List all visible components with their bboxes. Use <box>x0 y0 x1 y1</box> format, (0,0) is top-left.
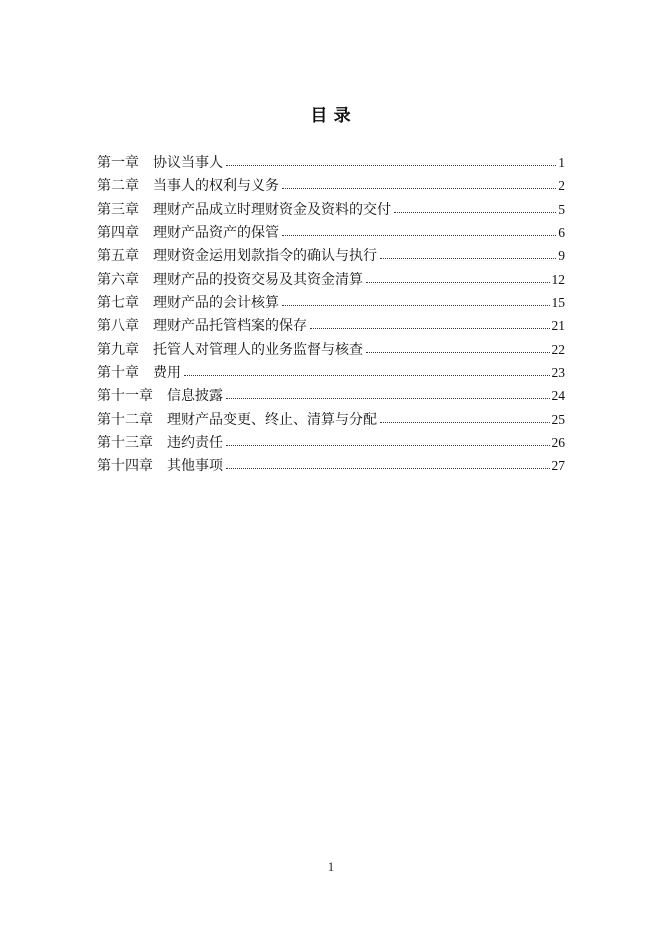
toc-entry-page-number: 2 <box>558 178 565 194</box>
dot-leader <box>282 235 556 236</box>
toc-chapter-label: 第十四章 <box>97 459 153 475</box>
toc-entry-title: 违约责任 <box>167 436 223 452</box>
toc-entry[interactable] <box>97 268 565 291</box>
toc-chapter-label: 第十三章 <box>97 436 153 452</box>
toc-chapter-label: 第十一章 <box>97 389 153 405</box>
toc-chapter-label: 第六章 <box>97 272 139 288</box>
toc-entry-page-number: 25 <box>551 411 565 427</box>
toc-entry-title: 理财产品变更、终止、清算与分配 <box>167 412 377 428</box>
dot-leader <box>380 258 556 259</box>
dot-leader <box>226 445 550 446</box>
toc-chapter-label: 第十二章 <box>97 412 153 428</box>
toc-entry-page-number: 12 <box>551 271 565 287</box>
footer-page-number: 1 <box>327 860 335 874</box>
dot-leader <box>366 282 550 283</box>
toc-entry-page-number: 15 <box>551 295 565 311</box>
toc-chapter-label: 第二章 <box>97 179 139 195</box>
toc-chapter-label: 第十章 <box>97 366 139 382</box>
dot-leader <box>282 188 556 189</box>
toc-entry-page-number: 1 <box>558 155 565 170</box>
toc-entry-page-number: 23 <box>551 365 565 381</box>
toc-entry-title: 理财产品资产的保管 <box>153 226 279 242</box>
toc-entry-page-number: 6 <box>558 225 565 241</box>
dot-leader <box>394 212 556 213</box>
toc-entry-page-number: 21 <box>551 318 565 334</box>
toc-entry-title: 理财产品的会计核算 <box>153 296 279 312</box>
toc-entry-title: 信息披露 <box>167 389 223 405</box>
toc-entry-page-number: 27 <box>551 458 565 474</box>
toc-entry[interactable] <box>97 221 565 244</box>
toc-entry-title: 协议当事人 <box>153 156 223 171</box>
toc-entry-title: 费用 <box>153 366 181 382</box>
toc-entry-title: 理财产品的投资交易及其资金清算 <box>153 272 363 288</box>
toc-entry-page-number: 22 <box>551 341 565 357</box>
toc-entry[interactable] <box>97 291 565 314</box>
toc-chapter-label: 第八章 <box>97 319 139 335</box>
toc-entry-page-number: 24 <box>551 388 565 404</box>
toc-entry-page-number: 26 <box>551 435 565 451</box>
toc-entry-title: 其他事项 <box>167 459 223 475</box>
toc-chapter-label: 第九章 <box>97 342 139 358</box>
toc-chapter-label: 第三章 <box>97 202 139 218</box>
toc-entry-title: 理财产品托管档案的保存 <box>153 319 307 335</box>
toc-entry-title: 当事人的权利与义务 <box>153 179 279 195</box>
table-of-contents <box>97 151 565 478</box>
toc-entry[interactable] <box>97 431 565 454</box>
toc-entry[interactable] <box>97 174 565 197</box>
toc-entry[interactable] <box>97 244 565 267</box>
toc-entry[interactable] <box>97 384 565 407</box>
toc-entry[interactable] <box>97 408 565 431</box>
toc-entry[interactable] <box>97 151 565 174</box>
dot-leader <box>226 398 550 399</box>
dot-leader <box>184 375 550 376</box>
page-title: 目 录 <box>310 106 352 125</box>
toc-entry[interactable] <box>97 198 565 221</box>
dot-leader <box>282 305 550 306</box>
toc-entry-title: 理财资金运用划款指令的确认与执行 <box>153 249 377 265</box>
toc-chapter-label: 第四章 <box>97 226 139 242</box>
dot-leader <box>226 468 550 469</box>
toc-entry[interactable] <box>97 314 565 337</box>
toc-entry[interactable] <box>97 338 565 361</box>
dot-leader <box>226 165 556 166</box>
toc-entry[interactable] <box>97 361 565 384</box>
toc-entry[interactable] <box>97 454 565 477</box>
dot-leader <box>310 328 550 329</box>
toc-entry-page-number: 9 <box>558 248 565 264</box>
toc-entry-page-number: 5 <box>558 201 565 217</box>
toc-entry-title: 托管人对管理人的业务监督与核查 <box>153 342 363 358</box>
toc-chapter-label: 第一章 <box>97 156 139 171</box>
toc-entry-title: 理财产品成立时理财资金及资料的交付 <box>153 202 391 218</box>
dot-leader <box>380 422 550 423</box>
toc-chapter-label: 第七章 <box>97 296 139 312</box>
toc-chapter-label: 第五章 <box>97 249 139 265</box>
dot-leader <box>366 352 550 353</box>
